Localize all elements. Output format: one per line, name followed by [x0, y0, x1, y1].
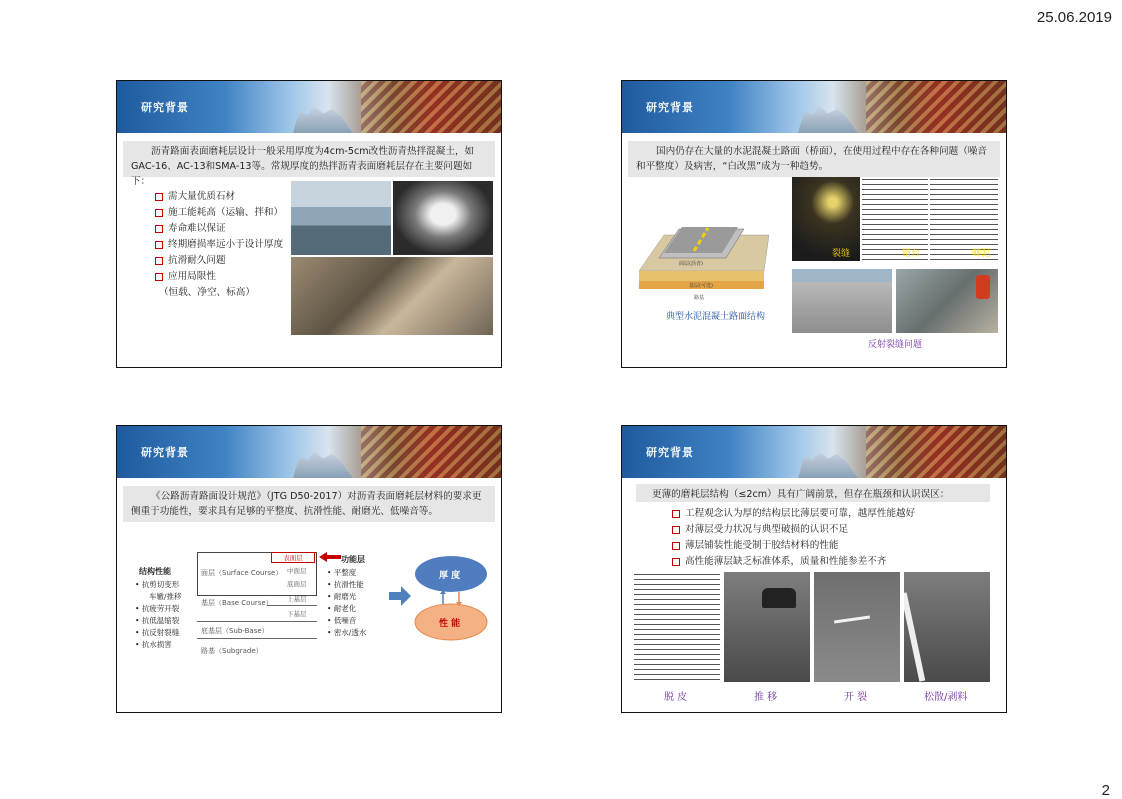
diagram-label: 路基	[694, 295, 705, 301]
photo-caption: 松散/剥料	[924, 692, 968, 703]
functional-layer-heading: 功能层	[341, 555, 365, 564]
red-arrow-icon	[319, 552, 341, 562]
slide-2	[621, 80, 1007, 368]
photo-label: 唧泥	[972, 249, 991, 259]
intro-text: 国内仍存在大量的水泥混凝土路面（桥面），在使用过程中存在各种问题（噪音和平整度）及病害，“白改黑”成为一种趋势。	[628, 141, 1000, 177]
shoving-photo	[724, 572, 810, 682]
list-item: 应用局限性	[155, 269, 283, 285]
page-number: 2	[1101, 782, 1110, 799]
banner-ornament-image	[361, 426, 501, 478]
layer-label: 面层（Surface Course）	[201, 569, 283, 577]
list-item: 薄层铺装性能受制于胶结材料的性能	[672, 538, 915, 554]
slide-title: 研究背景	[141, 446, 189, 459]
banner-ornament-image	[866, 81, 1006, 133]
reflective-crack-photo	[896, 269, 998, 333]
bullet-list	[672, 506, 915, 570]
structural-performance-heading: 结构性能	[139, 567, 171, 576]
banner-ornament-image	[866, 426, 1006, 478]
divider	[267, 605, 317, 606]
layer-label: 底面层	[287, 580, 307, 588]
pumping-photo	[930, 177, 998, 261]
crack-photo	[792, 177, 860, 261]
list-item: 需大量优质石材	[155, 189, 283, 205]
divider	[197, 638, 317, 639]
slide-title: 研究背景	[646, 446, 694, 459]
list-item: • 低噪音	[327, 616, 357, 625]
photo-caption: 脱 皮	[664, 692, 688, 703]
slide-3	[116, 425, 502, 713]
slide-1	[116, 80, 502, 368]
bridge-photo	[291, 181, 391, 255]
slide-banner	[622, 81, 1006, 133]
list-item: • 抗滑性能	[327, 580, 364, 589]
divider	[197, 621, 317, 622]
list-item: • 平整度	[327, 568, 357, 577]
layer-label: 下基层	[287, 610, 307, 618]
intro-text: 沥青路面表面磨耗层设计一般采用厚度为4cm-5cm改性沥青热拌混凝土，如GAC-16、AC-13和SMA-13等。常规厚度的热拌沥青表面磨耗层存在主要问题如下：	[123, 141, 495, 177]
tunnel-photo	[393, 181, 493, 255]
list-item: • 抗反射裂缝	[135, 628, 180, 637]
city-aerial-photo	[291, 257, 493, 335]
diagram-label: 面层(沥青)	[679, 261, 703, 267]
pavement-structure-diagram	[634, 213, 774, 303]
layer-label: 路基（Subgrade）	[201, 647, 263, 655]
list-item: 终期磨损率远小于设计厚度	[155, 237, 283, 253]
banner-building-image	[798, 103, 858, 133]
diagram-label: 基层(可选)	[689, 283, 713, 289]
blue-arrow-icon	[389, 586, 411, 606]
list-item: • 耐老化	[327, 604, 357, 613]
list-item: 车辙/推移	[149, 592, 182, 601]
list-item: 工程观念认为厚的结构层比薄层要可靠，越厚性能越好	[672, 506, 915, 522]
bullet-list	[155, 189, 283, 301]
structural-list	[135, 579, 182, 651]
slide-banner	[117, 426, 501, 478]
performance-label: 性 能	[439, 619, 461, 629]
slide-title: 研究背景	[646, 101, 694, 114]
bullet-note: （恒载、净空、标高）	[159, 287, 255, 298]
slide-banner	[117, 81, 501, 133]
list-item: 施工能耗高（运输、拌和）	[155, 205, 283, 221]
reflective-crack-photo	[792, 269, 892, 333]
banner-building-image	[798, 448, 858, 478]
thickness-label: 厚 度	[439, 571, 461, 581]
intro-text: 《公路沥青路面设计规范》（JTG D50-2017）对沥青表面磨耗层材料的要求更侧重于功能性，要求具有足够的平整度、抗滑性能、耐磨光、低噪音等。	[123, 486, 495, 522]
list-item: 高性能薄层缺乏标准体系，质量和性能参差不齐	[672, 554, 915, 570]
slide-4	[621, 425, 1007, 713]
slide-banner	[622, 426, 1006, 478]
caption-left: 典型水泥混凝土路面结构	[666, 312, 766, 322]
list-item: • 抗疲劳开裂	[135, 604, 180, 613]
top-layer-label: 表面层	[271, 552, 315, 563]
faulting-photo	[862, 177, 928, 261]
slide-title: 研究背景	[141, 101, 189, 114]
list-item: • 抗水损害	[135, 640, 172, 649]
peeling-photo	[634, 572, 720, 682]
cracking-photo	[814, 572, 900, 682]
layer-label: 上基层	[287, 595, 307, 603]
photo-caption: 开 裂	[844, 692, 868, 703]
photo-label: 错台	[902, 249, 921, 259]
list-item: 对薄层受力状况与典型破损的认识不足	[672, 522, 915, 538]
functional-list	[327, 567, 366, 639]
document-date: 25.06.2019	[1036, 9, 1112, 26]
list-item: 抗滑耐久问题	[155, 253, 283, 269]
banner-building-image	[293, 103, 353, 133]
intro-text: 更薄的磨耗层结构（≤2cm）具有广阔前景，但存在瓶颈和认识误区：	[636, 484, 990, 502]
list-item: • 耐磨光	[327, 592, 357, 601]
banner-building-image	[293, 448, 353, 478]
photo-caption: 推 移	[754, 692, 778, 703]
layer-label: 底基层（Sub-Base）	[201, 627, 269, 635]
layer-label: 基层（Base Course）	[201, 599, 273, 607]
list-item: • 抗低温缩裂	[135, 616, 180, 625]
layer-label: 中面层	[287, 567, 307, 575]
banner-ornament-image	[361, 81, 501, 133]
list-item: • 密水/透水	[327, 628, 367, 637]
photo-label: 裂缝	[832, 249, 851, 259]
list-item: • 抗剪切变形	[135, 580, 180, 589]
list-item: 寿命难以保证	[155, 221, 283, 237]
caption-right: 反射裂缝问题	[868, 340, 923, 350]
raveling-photo	[904, 572, 990, 682]
